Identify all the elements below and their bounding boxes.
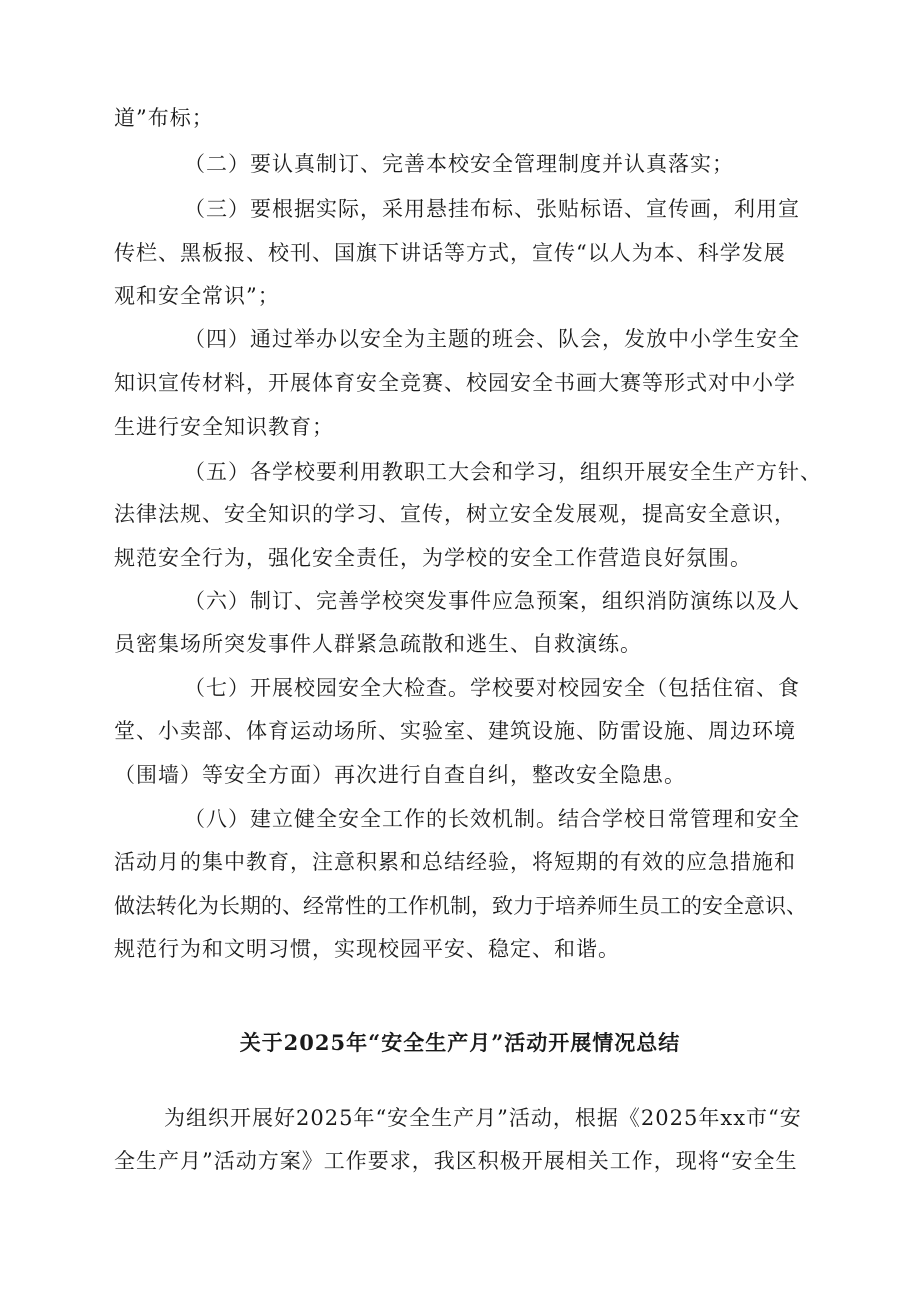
text-line: 传栏、黑板报、校刊、国旗下讲话等方式，宣传“以人为本、科学发展 — [114, 241, 786, 265]
text-line: 规范行为和文明习惯，实现校园平安、稳定、和谐。 — [114, 937, 620, 961]
section-title: 关于2025年“安全生产月”活动开展情况总结 — [239, 1030, 681, 1055]
text-line: 法律法规、安全知识的学习、宣传，树立安全发展观，提高安全意识， — [114, 502, 796, 526]
text-line: 道”布标； — [114, 106, 214, 130]
text-line: 员密集场所突发事件人群紧急疏散和逃生、自救演练。 — [114, 632, 642, 656]
text-line: 做法转化为长期的、经常性的工作机制，致力于培养师生员工的安全意识、 — [114, 894, 807, 918]
text-line: （二）要认真制订、完善本校安全管理制度并认真落实； — [184, 152, 734, 176]
text-line: （七）开展校园安全大检查。学校要对校园安全（包括住宿、食 — [184, 676, 800, 700]
text-line: 堂、小卖部、体育运动场所、实验室、建筑设施、防雷设施、周边环境 — [114, 719, 796, 743]
text-line: （围墙）等安全方面）再次进行自查自纠，整改安全隐患。 — [114, 763, 686, 787]
intro-line: 为组织开展好2025年“安全生产月”活动，根据《2025年xx市“安 — [164, 1106, 802, 1130]
text-line: （五）各学校要利用教职工大会和学习，组织开展安全生产方针、 — [184, 460, 822, 484]
text-line: （六）制订、完善学校突发事件应急预案，组织消防演练以及人 — [184, 589, 800, 613]
text-line: 观和安全常识”； — [114, 284, 280, 308]
text-line: 规范安全行为，强化安全责任，为学校的安全工作营造良好氛围。 — [114, 546, 752, 570]
text-line: （三）要根据实际，采用悬挂布标、张贴标语、宣传画，利用宣 — [184, 197, 800, 221]
intro-line: 全生产月”活动方案》工作要求，我区积极开展相关工作，现将“安全生 — [114, 1149, 798, 1173]
text-line: 生进行安全知识教育； — [114, 415, 334, 439]
text-line: （八）建立健全安全工作的长效机制。结合学校日常管理和安全 — [184, 807, 800, 831]
text-line: 活动月的集中教育，注意积累和总结经验，将短期的有效的应急措施和 — [114, 850, 796, 874]
text-line: 知识宣传材料，开展体育安全竞赛、校园安全书画大赛等形式对中小学 — [114, 371, 796, 395]
text-line: （四）通过举办以安全为主题的班会、队会，发放中小学生安全 — [184, 327, 800, 351]
